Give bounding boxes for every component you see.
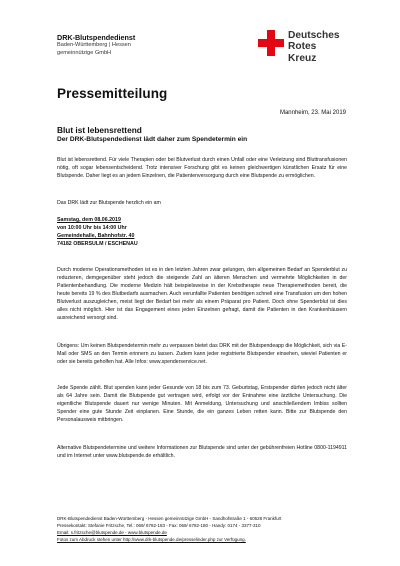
organization-block	[57, 33, 207, 57]
logo-word-3: Kreuz	[288, 52, 317, 64]
logo-wordmark	[288, 30, 340, 64]
footer-contact: Pressekontakt: Stefanie Fritzsche, Tel.: 069/ 6782-183 - Fax: 069/ 6782-180 - Handy: 0174 - 3377-310	[57, 522, 261, 528]
date-line: Mannheim, 23. Mai 2019	[279, 110, 346, 116]
org-region: Baden-Württemberg | Hessen	[57, 42, 131, 48]
page-title: Pressemitteilung	[57, 86, 168, 101]
red-cross-icon	[258, 30, 284, 56]
event-details	[57, 216, 138, 248]
event-time: von 10:00 Uhr bis 14:00 Uhr	[57, 225, 127, 231]
footer-address: DRK-Blutspendedienst Baden-Württemberg - Hessen gemeinnützige GmbH - Sandhofstraße 1 - 60528 Frankfurt	[57, 516, 282, 521]
footer-photos-link[interactable]: Fotos zum Abdruck stehen unter http://www.drk-blutspende.de/presselinder.php zur Verfügung.	[57, 536, 246, 542]
paragraph-app: Übrigens: Um keinen Blutspendetermin mehr zu verpassen bietet das DRK mit der Blutspendeapp die Möglichkeit, sich via E-Mail oder SMS an den Termin erinnern zu lassen. Zudem kann jeder registrierte Blutspender einsehen, wieviel Patienten er oder sie bereits geholfen hat. Alle Infos: www.spenderservice.net.	[57, 343, 347, 365]
event-location: 74182 OBERSULM / ESCHENAU	[57, 241, 138, 247]
logo-word-2: Rotes	[288, 41, 317, 53]
event-venue: Gemeindehalle, Bahnhofstr. 40	[57, 233, 135, 239]
footer-email-link[interactable]: Email: s.fritzsche@blutspende.de - www.blutspende.de	[57, 529, 167, 535]
paragraph-demand: Durch moderne Operationsmethoden ist es in den letzten Jahren zwar gelungen, den allgemeinen Bedarf an Spenderblut zu reduzieren, demgegenüber steht jedoch die steigende Zahl an älteren Menschen und vermehrte Möglichkeiten in der Patientenbehandlung. Die moderne Medizin hält beispielsweise in der Krebstherapie neue Therapiemethoden bereit, die heute bereits 19 % des Blutbedarfs ausmachen. Auch verunfallte Patienten benötigen schnell eine Transfusion um den hohen Blutverlust auszugleichen, meist liegt der Bedarf bei mehr als einem Präparat pro Patient. Doch ohne Spenderblut ist dies alles nicht möglich. Hier ist das Engagement eines jeden Einzelnen gefragt, damit die Patienten in den Krankenhäusern ausreichend versorgt sind.	[57, 267, 347, 321]
logo-word-1: Deutsches	[288, 30, 340, 41]
event-date: Samstag, dem 08.06.2019	[57, 217, 121, 223]
org-name: DRK-Blutspendedienst	[57, 33, 136, 42]
paragraph-requirements: Jede Spende zählt. Blut spenden kann jeder Gesunde von 18 bis zum 73. Geburtstag, Erstspender dürfen jedoch nicht älter als 64 Jahre sein. Damit die Blutspende gut vertragen wird, erfolgt vor der Entnahme eine ärztliche Untersuchung. Die eigentliche Blutspende dauert nur wenige Minuten. Mit Anmeldung, Untersuchung und anschließendem Imbiss sollten Spender eine gute Stunde Zeit einplanen. Eine Stunde, die ein ganzes Leben retten kann. Bitte zur Blutspende den Personalausweis mitbringen.	[57, 385, 347, 423]
subheadline: Der DRK-Blutspendedienst lädt daher zum Spendetermin ein	[57, 136, 248, 143]
invitation-line: Das DRK lädt zur Blutspende herzlich ein am	[57, 200, 161, 206]
drk-logo	[258, 30, 348, 70]
paragraph-intro: Blut ist lebensrettend. Für viele Therapien oder bei Blutverlust durch einen Unfall oder eine Verletzung sind Bluttransfusionen nötig, oft sogar lebensentscheidend. Trotz intensiver Forschung gibt es keinen gleichwertigen künstlichen Ersatz für eine Blutspende. Daher liegt es an jedem Einzelnen, die Patientenversorgung durch eine Blutspende zu ermöglichen.	[57, 157, 347, 179]
footer	[57, 516, 347, 544]
paragraph-alternatives: Alternative Blutspendetermine und weitere Informationen zur Blutspende sind unter der gebührenfreien Hotline 0800-1194911 und im Internet unter www.blutspende.de erhältlich.	[57, 445, 347, 459]
org-type: gemeinnützige GmbH	[57, 49, 112, 56]
headline: Blut ist lebensrettend	[57, 125, 142, 135]
